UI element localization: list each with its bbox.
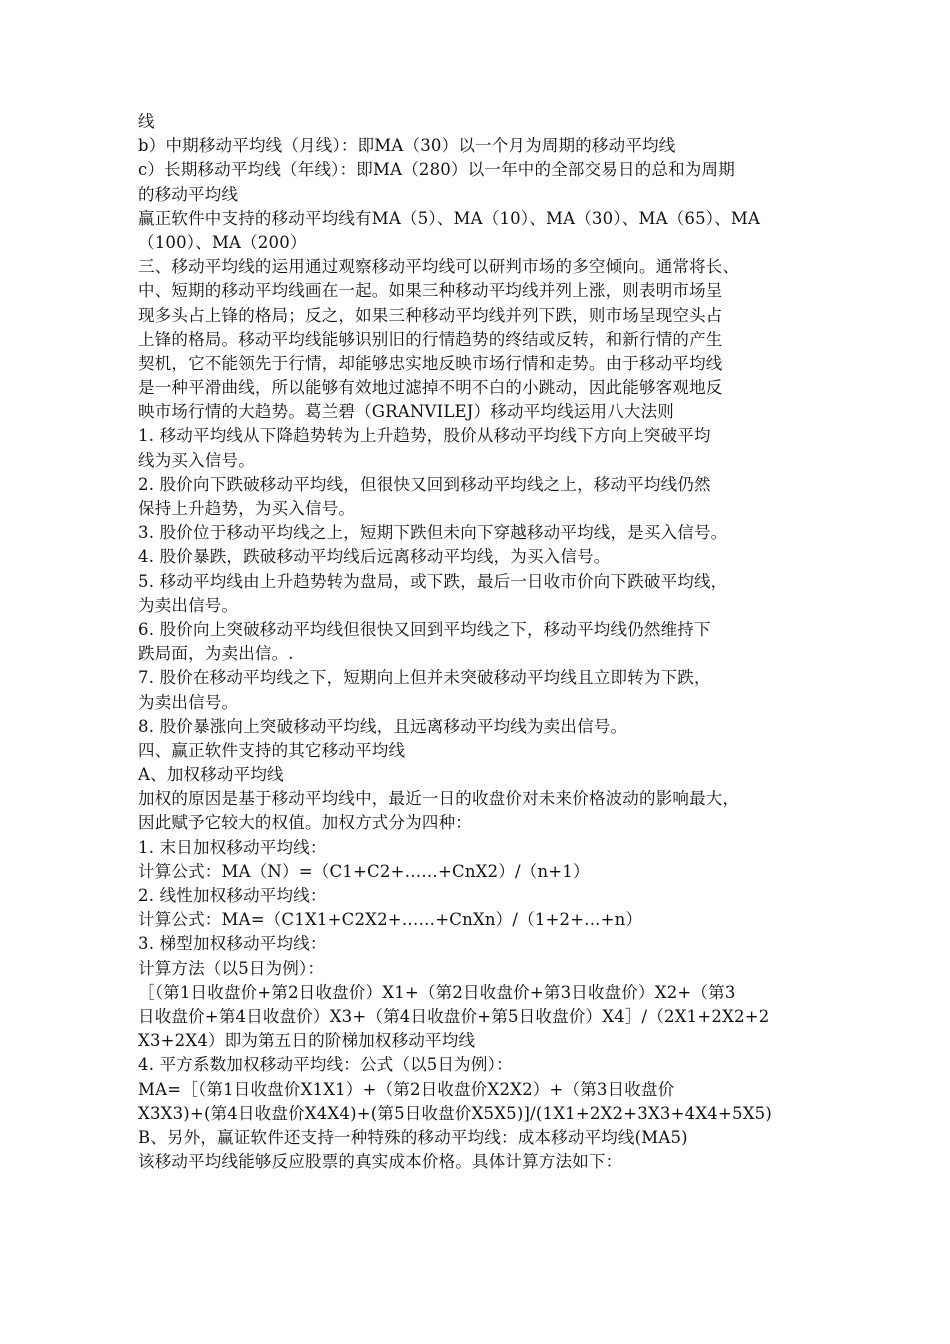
text-line: 2. 股价向下跌破移动平均线，但很快又回到移动平均线之上，移动平均线仍然 [138,474,711,494]
text-line: 2. 线性加权移动平均线： [138,886,327,905]
text-line: 中、短期的移动平均线画在一起。如果三种移动平均线并列上涨，则表明市场呈 [138,281,723,301]
text-line: 1. 末日加权移动平均线： [138,837,327,857]
text-line: 上锋的格局。移动平均线能够识别旧的行情趋势的终结或反转，和新行情的产生 [138,329,723,349]
text-line: 7. 股价在移动平均线之下，短期向上但并未突破移动平均线且立即转为下跌， [138,668,711,688]
text-line: A、加权移动平均线 [138,765,284,785]
text-line: 4. 平方系数加权移动平均线：公式（以5日为例）： [138,1055,513,1075]
text-line: （100）、MA（200） [138,232,307,252]
text-line: 加权的原因是基于移动平均线中，最近一日的收盘价对未来价格波动的影响最大， [138,789,740,809]
text-line: 为卖出信号。 [138,692,239,712]
text-line: 赢正软件中支持的移动平均线有MA（5）、MA（10）、MA（30）、MA（65）、MA [138,208,761,228]
text-line: 1. 移动平均线从下降趋势转为上升趋势，股价从移动平均线下方向上突破平均 [138,426,711,446]
text-line: 四、赢正软件支持的其它移动平均线 [138,740,406,760]
text-line: MA=［（第1日收盘价X1X1）+（第2日收盘价X2X2）+（第3日收盘价 [138,1079,675,1099]
text-line: 计算公式：MA（N）=（C1+C2+……+CnX2）/（n+1） [138,861,590,881]
text-line: 5. 移动平均线由上升趋势转为盘局，或下跌，最后一日收市价向下跌破平均线， [138,571,728,591]
text-line: 3. 梯型加权移动平均线： [138,934,327,954]
text-line: 因此赋予它较大的权值。加权方式分为四种： [138,813,472,833]
text-line: ［（第1日收盘价+第2日收盘价）X1+（第2日收盘价+第3日收盘价）X2+（第3 [138,982,736,1002]
text-line: 计算方法（以5日为例）： [138,958,325,978]
text-line: 线为买入信号。 [138,450,255,470]
text-line: X3X3)+(第4日收盘价X4X4)+(第5日收盘价X5X5)]/(1X1+2X2+3X3+4X4+5X5) [138,1103,772,1123]
text-line: 日收盘价+第4日收盘价）X3+（第4日收盘价+第5日收盘价）X4］/（2X1+2X2+2 [138,1006,770,1026]
text-line: 保持上升趋势，为买入信号。 [138,499,356,518]
text-line: b）中期移动平均线（月线）：即MA（30）以一个月为周期的移动平均线 [138,136,676,156]
text-line: 跌局面，为卖出信。. [138,644,294,664]
text-line: 4. 股价暴跌，跌破移动平均线后远离移动平均线，为买入信号。 [138,547,611,567]
document-body [138,110,828,1174]
text-line: 映市场行情的大趋势。葛兰碧（GRANVILEJ）移动平均线运用八大法则 [138,402,675,422]
text-line: 现多头占上锋的格局；反之，如果三种移动平均线并列下跌，则市场呈现空头占 [138,305,723,325]
text-line: 是一种平滑曲线，所以能够有效地过滤掉不明不白的小跳动，因此能够客观地反 [138,378,723,398]
text-line: 3. 股价位于移动平均线之上，短期下跌但未向下穿越移动平均线，是买入信号。 [138,523,728,543]
text-line: B、另外，赢证软件还支持一种特殊的移动平均线：成本移动平均线(MA5) [138,1127,688,1147]
text-line: 该移动平均线能够反应股票的真实成本价格。具体计算方法如下： [138,1152,623,1172]
text-line: 6. 股价向上突破移动平均线但很快又回到平均线之下，移动平均线仍然维持下 [138,619,711,639]
text-line: 三、移动平均线的运用通过观察移动平均线可以研判市场的多空倾向。通常将长、 [138,257,740,277]
text-line: 为卖出信号。 [138,595,239,615]
text-line: 契机，它不能领先于行情，却能够忠实地反映市场行情和走势。由于移动平均线 [138,353,723,373]
text-line: 的移动平均线 [138,184,239,204]
text-line: c）长期移动平均线（年线）：即MA（280）以一年中的全部交易日的总和为周期 [138,160,735,180]
text-line: X3+2X4）即为第五日的阶梯加权移动平均线 [138,1031,476,1051]
text-line: 线 [138,112,155,131]
text-line: 8. 股价暴涨向上突破移动平均线，且远离移动平均线为卖出信号。 [138,716,628,736]
text-line: 计算公式：MA=（C1X1+C2X2+……+CnXn）/（1+2+...+n） [138,910,643,930]
